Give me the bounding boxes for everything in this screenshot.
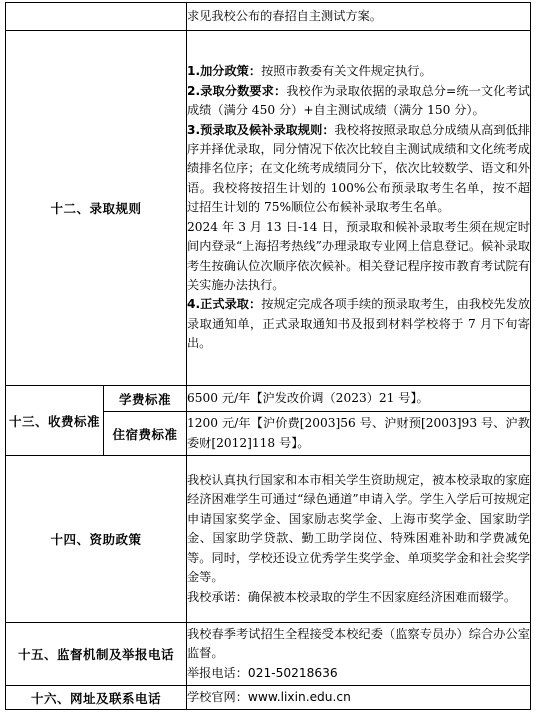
formal-admission-label: 4.正式录取：: [187, 297, 262, 312]
financial-aid-paragraph: 我校认真执行国家和本市相关学生资助规定，被本校录取的家庭经济困难学生可通过“绿色通道”申请入学。学生入学后可按规定申请国家奖学金、国家励志奖学金、上海市奖学金、国家助学金、国家助学贷款、勤工助学岗位、特殊困难补助和学费减免等。同时，学校还设立优秀学生奖学金、单项奖学金和社会奖学金等。: [187, 473, 530, 585]
tuition-value: 6500 元/年【沪发改价调（2023）21 号】。: [187, 386, 531, 412]
supervision-content: [187, 623, 531, 686]
continuation-line: 求见我校公布的春招自主测试方案。: [187, 8, 382, 23]
tuition-label: 学费标准: [104, 386, 187, 412]
table-row-continuation: [6, 3, 531, 31]
score-requirement-paragraph: [187, 82, 530, 121]
table-row-financial-aid: [6, 456, 531, 623]
dormitory-fee-label: 住宿费标准: [104, 412, 187, 456]
pre-admission-paragraph: [187, 121, 530, 218]
financial-aid-commitment: 我校承诺：确保被本校录取的学生不因家庭经济困难而辍学。: [187, 589, 517, 604]
website-content: [187, 686, 531, 710]
table-row-supervision: [6, 623, 531, 686]
section-title-fees: 十三、收费标准: [6, 386, 104, 456]
table-row-admission-rules: [6, 31, 531, 386]
section-title-website: 十六、网址及联系电话: [6, 686, 187, 710]
school-website: 学校官网：www.lixin.edu.cn: [187, 689, 351, 704]
score-requirement-text: 我校作为录取依据的录取总分=统一文化考试成绩（满分 450 分）+自主测试成绩（满分 150 分）。: [187, 83, 530, 118]
score-requirement-label: 2.录取分数要求：: [187, 83, 287, 98]
continuation-text: [187, 3, 531, 31]
report-phone: 举报电话：021-50218636: [187, 665, 338, 680]
supervision-paragraph: 我校春季考试招生全程接受本校纪委（监察专员办）综合办公室监督。: [187, 626, 530, 661]
bonus-policy-paragraph: [187, 62, 530, 81]
dormitory-fee-value: 1200 元/年【沪价费[2003]56 号、沪财预[2003]93 号、沪教委财[2012]118 号】。: [187, 412, 531, 456]
section-title-financial-aid: 十四、资助政策: [6, 456, 187, 623]
section-title-admission-rules: 十二、录取规则: [6, 31, 187, 386]
financial-aid-content: [187, 456, 531, 623]
table-row-tuition: [6, 386, 531, 412]
bonus-policy-text: 按照市教委有关文件规定执行。: [261, 64, 432, 79]
pre-admission-text: 我校将按照录取总分成绩从高到低排序并择优录取，同分情况下依次比较自主测试成绩和文化统考成绩排名位序；在文化统考成绩同分下，依次比较数学、语文和外语。我校将按招生计划的 100%公布预录取考生名单，按不超过招生计划的 75%顺位公布候补录取考生名单。: [187, 122, 530, 215]
table-row-website: [6, 686, 531, 710]
admission-rules-table: [5, 2, 531, 710]
empty-header-cell: [6, 3, 187, 31]
admission-rules-content: [187, 31, 531, 386]
formal-admission-paragraph: [187, 295, 530, 353]
registration-paragraph: 2024 年 3 月 13 日-14 日，预录取和候补录取考生须在规定时间内登录“上海招考热线”办理录取专业网上信息登记。候补录取考生按确认位次顺序依次候补。相关登记程序按市教育考试院有关实施办法执行。: [187, 219, 530, 292]
pre-admission-label: 3.预录取及候补录取规则：: [187, 122, 335, 137]
formal-admission-text: 按规定完成各项手续的预录取考生，由我校先发放录取通知单，正式录取通知书及报到材料学校将于 7 月下旬寄出。: [187, 297, 530, 351]
bonus-policy-label: 1.加分政策：: [187, 64, 262, 79]
section-title-supervision: 十五、监督机制及举报电话: [6, 623, 187, 686]
